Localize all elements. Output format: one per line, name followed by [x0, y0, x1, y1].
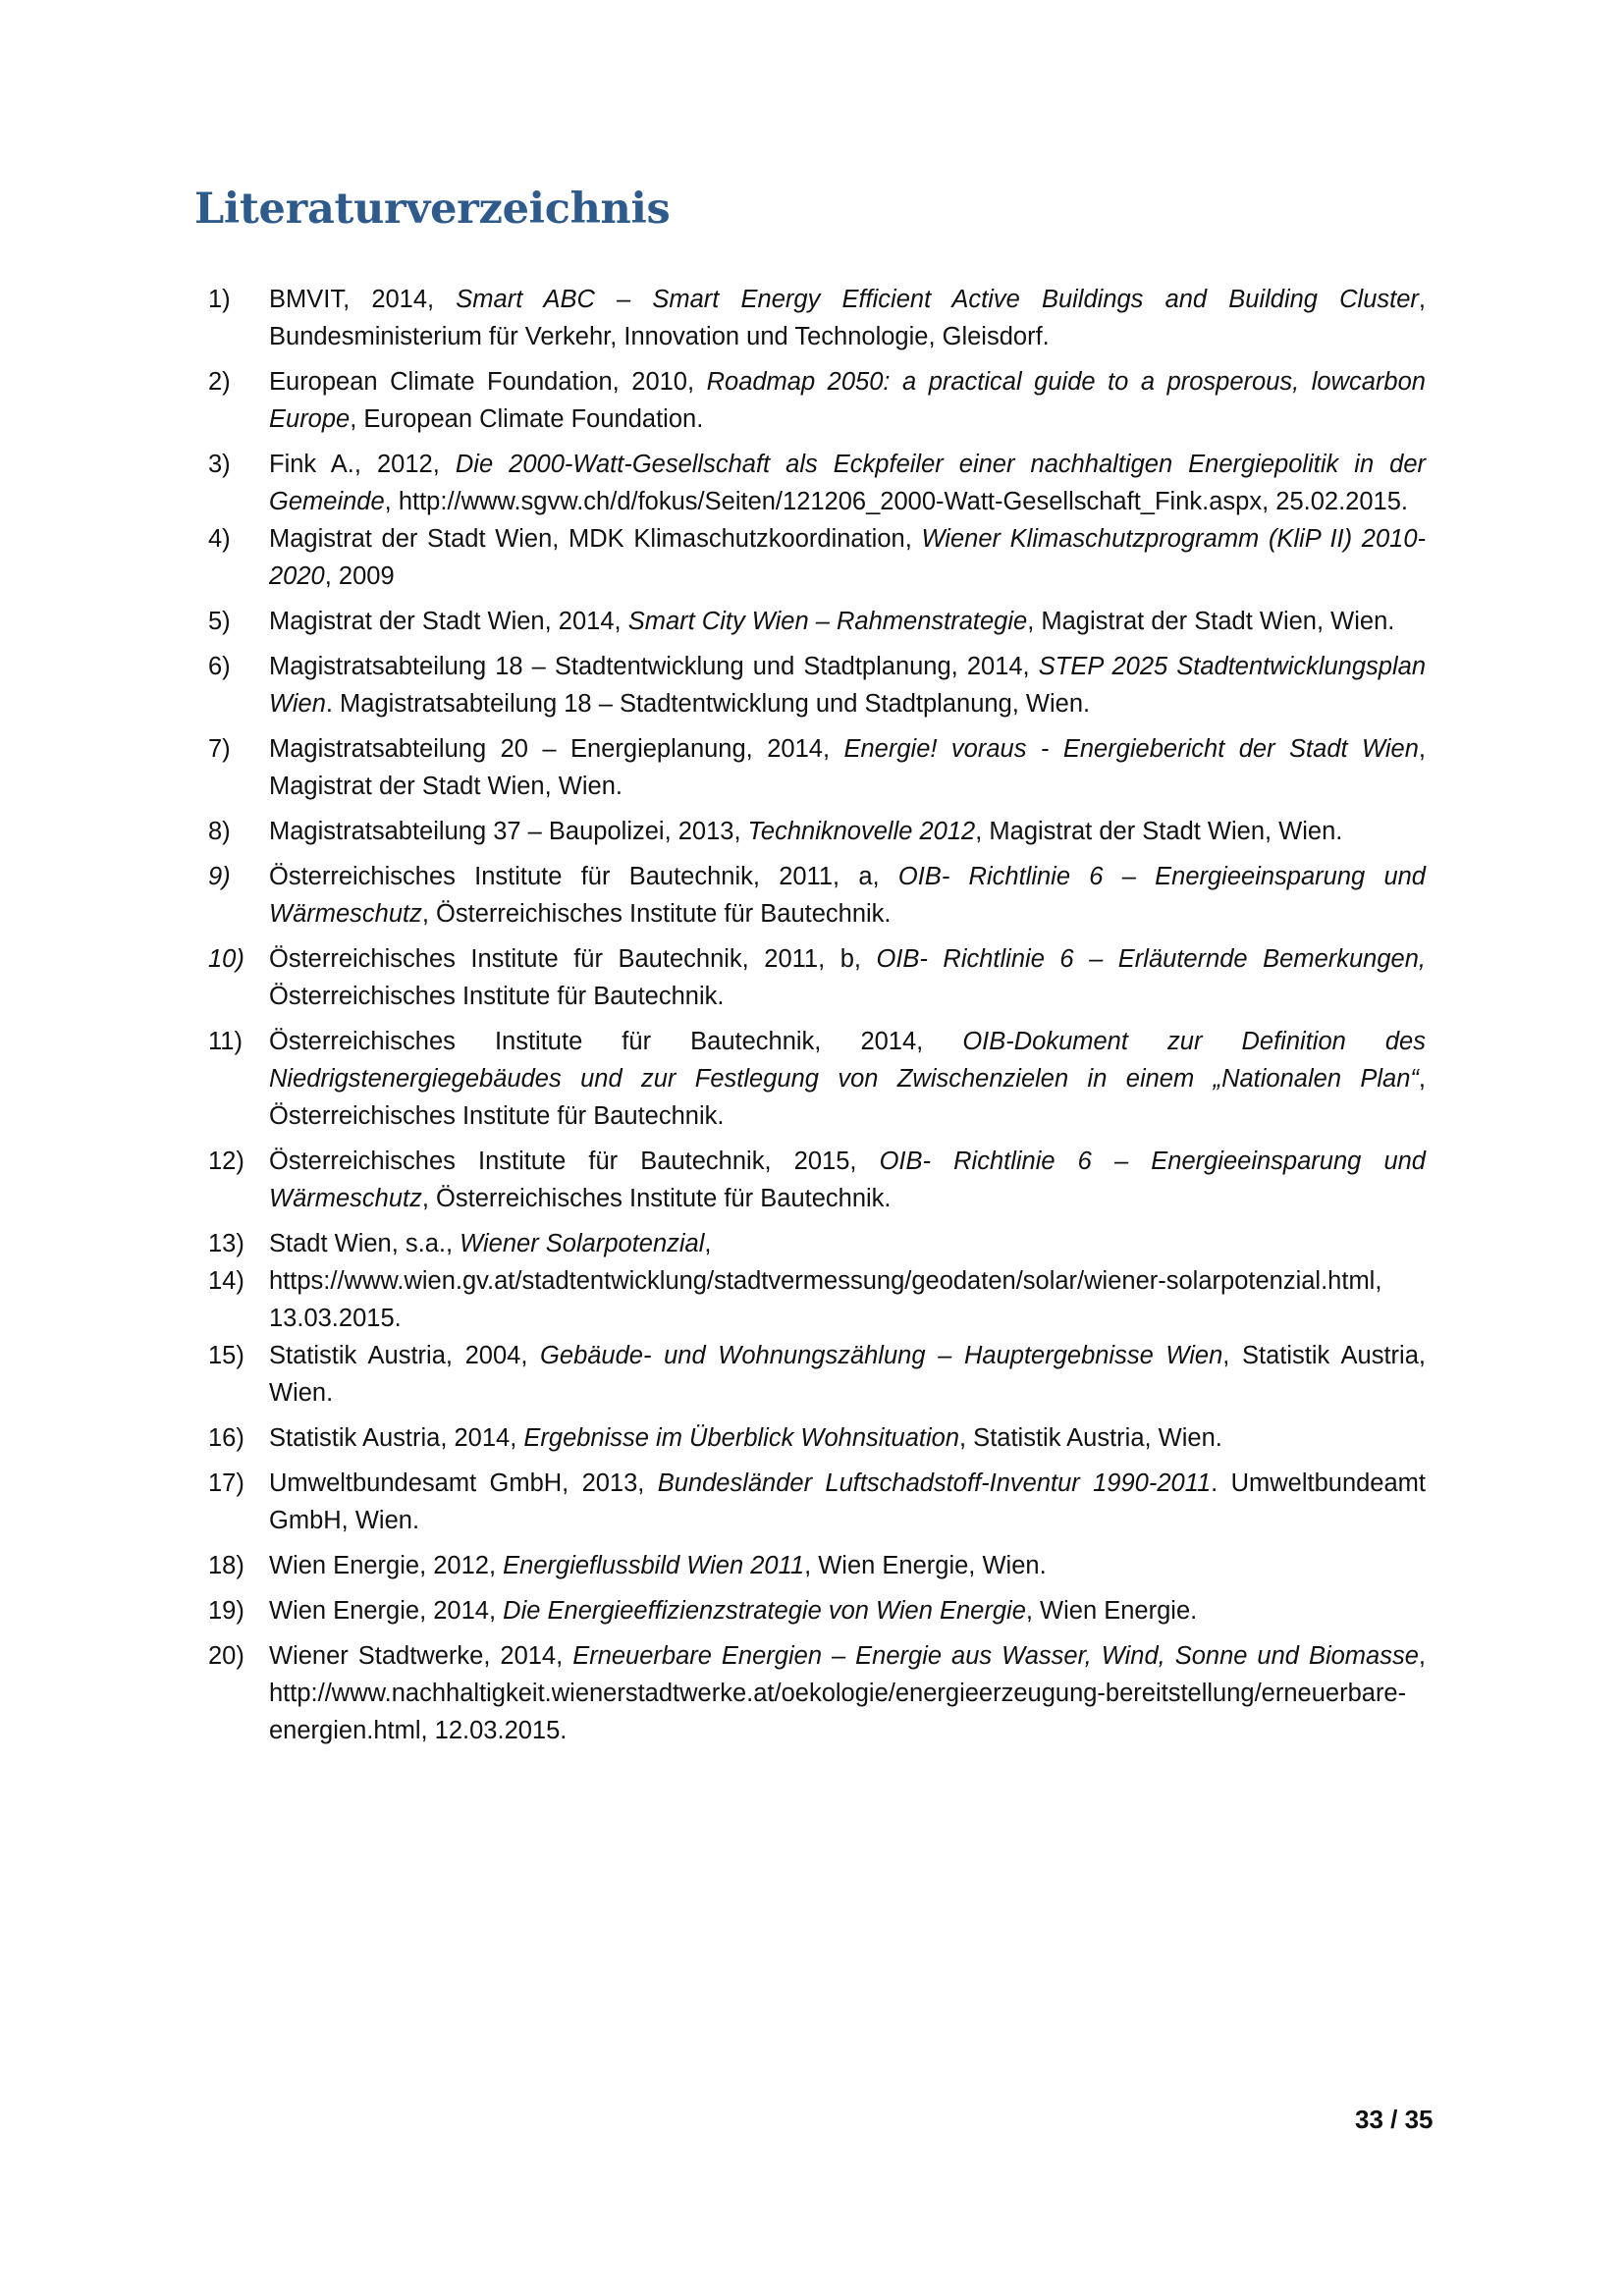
reference-text: Statistik Austria, 2014, Ergebnisse im Überblick Wohnsituation, Statistik Austria, Wien.	[269, 1424, 1222, 1452]
reference-item	[208, 363, 1426, 438]
reference-item	[208, 813, 1426, 850]
reference-item	[208, 1337, 1426, 1412]
reference-text: Österreichisches Institute für Bautechnik, 2014, OIB-Dokument zur Definition des Niedrigstenergiegebäudes und zur Festlegung von Zwischenzielen in einem „Nationalen Plan“, Österreichisches Institute für Bautechnik.	[269, 1028, 1426, 1130]
reference-text: Österreichisches Institute für Bautechnik, 2011, a, OIB- Richtlinie 6 – Energieeinsparung und Wärmeschutz, Österreichisches Institute für Bautechnik.	[269, 863, 1426, 928]
reference-number: 6)	[208, 653, 231, 680]
reference-title: Techniknovelle 2012	[747, 818, 976, 845]
reference-item	[208, 648, 1426, 722]
reference-item	[208, 858, 1426, 933]
reference-number: 2)	[208, 368, 231, 396]
reference-item	[208, 1637, 1426, 1749]
reference-number: 9)	[208, 863, 231, 890]
reference-text: Statistik Austria, 2004, Gebäude- und Wohnungszählung – Hauptergebnisse Wien, Statistik Austria, Wien.	[269, 1342, 1426, 1407]
reference-item	[208, 603, 1426, 640]
reference-text: Magistrat der Stadt Wien, MDK Klimaschutzkoordination, Wiener Klimaschutzprogramm (KliP II) 2010-2020, 2009	[269, 525, 1426, 590]
reference-title: Smart ABC – Smart Energy Efficient Active Buildings and Building Cluster	[456, 286, 1419, 313]
reference-item	[208, 1262, 1426, 1337]
reference-title: OIB- Richtlinie 6 – Erläuternde Bemerkungen,	[876, 945, 1426, 973]
reference-number: 15)	[208, 1342, 244, 1369]
reference-text: Österreichisches Institute für Bautechnik, 2011, b, OIB- Richtlinie 6 – Erläuternde Bemerkungen, Österreichisches Institute für Bautechnik.	[269, 945, 1426, 1010]
reference-number: 20)	[208, 1642, 244, 1670]
reference-title: STEP 2025 Stadtentwicklungsplan Wien	[269, 653, 1427, 718]
reference-item	[208, 1143, 1426, 1217]
reference-text: European Climate Foundation, 2010, Roadmap 2050: a practical guide to a prosperous, lowcarbon Europe, European Climate Foundation.	[269, 368, 1426, 433]
reference-title: Gebäude- und Wohnungszählung – Hauptergebnisse Wien	[540, 1342, 1223, 1369]
reference-text: Wien Energie, 2014, Die Energieeffizienzstrategie von Wien Energie, Wien Energie.	[269, 1597, 1198, 1625]
reference-list	[208, 281, 1426, 1757]
reference-text: Österreichisches Institute für Bautechnik, 2015, OIB- Richtlinie 6 – Energieeinsparung und Wärmeschutz, Österreichisches Institute für Bautechnik.	[269, 1148, 1426, 1212]
reference-number: 18)	[208, 1552, 244, 1579]
reference-title: Die Energieeffizienzstrategie von Wien Energie	[503, 1597, 1026, 1625]
reference-number: 8)	[208, 818, 231, 845]
reference-item	[208, 940, 1426, 1015]
reference-title: Wiener Klimaschutzprogramm (KliP II) 2010-2020	[269, 525, 1426, 590]
reference-number: 10)	[208, 945, 244, 973]
reference-title: Energieflussbild Wien 2011	[503, 1552, 805, 1579]
reference-url: https://www.wien.gv.at/stadtentwicklung/stadtvermessung/geodaten/solar/wiener-solarpotenzial.html, 13.03.2015.	[269, 1267, 1382, 1332]
reference-item	[208, 1592, 1426, 1629]
reference-text	[269, 1262, 1426, 1337]
reference-text: Magistratsabteilung 20 – Energieplanung, 2014, Energie! voraus - Energiebericht der Stadt Wien, Magistrat der Stadt Wien, Wien.	[269, 735, 1427, 800]
reference-title: Die 2000-Watt-Gesellschaft als Eckpfeiler einer nachhaltigen Energiepolitik in der Gemeinde	[269, 451, 1427, 515]
reference-title: Erneuerbare Energien – Energie aus Wasser, Wind, Sonne und Biomasse	[572, 1642, 1419, 1670]
reference-text: Magistratsabteilung 18 – Stadtentwicklung und Stadtplanung, 2014, STEP 2025 Stadtentwicklungsplan Wien. Magistratsabteilung 18 – Stadtentwicklung und Stadtplanung, Wien.	[269, 653, 1427, 718]
reference-text: Umweltbundesamt GmbH, 2013, Bundesländer Luftschadstoff-Inventur 1990-2011. Umweltbundeamt GmbH, Wien.	[269, 1469, 1426, 1534]
reference-title: Bundesländer Luftschadstoff-Inventur 1990-2011	[657, 1469, 1212, 1497]
reference-item	[208, 1419, 1426, 1457]
reference-number: 3)	[208, 451, 231, 478]
reference-item	[208, 520, 1426, 595]
reference-number: 12)	[208, 1148, 244, 1175]
reference-number: 5)	[208, 608, 231, 635]
reference-text: Magistratsabteilung 37 – Baupolizei, 2013, Techniknovelle 2012, Magistrat der Stadt Wien, Wien.	[269, 818, 1343, 845]
reference-number: 17)	[208, 1469, 244, 1497]
reference-item	[208, 1465, 1426, 1539]
reference-text: BMVIT, 2014, Smart ABC – Smart Energy Efficient Active Buildings and Building Cluster, Bundesministerium für Verkehr, Innovation und Technologie, Gleisdorf.	[269, 286, 1426, 350]
reference-item	[208, 1547, 1426, 1584]
reference-text: Wiener Stadtwerke, 2014, Erneuerbare Energien – Energie aus Wasser, Wind, Sonne und Biomasse, http://www.nachhaltigkeit.wienerstadtwerke.at/oekologie/energieerzeugung-bereitstellung/erneuerbare-energien.html, 12.03.2015.	[269, 1642, 1427, 1744]
reference-number: 1)	[208, 286, 231, 313]
reference-title: Energie! voraus - Energiebericht der Stadt Wien	[843, 735, 1419, 763]
reference-item	[208, 730, 1426, 805]
reference-number: 4)	[208, 525, 231, 553]
reference-item	[208, 1225, 1426, 1262]
reference-number: 11)	[208, 1028, 243, 1055]
reference-title: Roadmap 2050: a practical guide to a prosperous, lowcarbon Europe	[269, 368, 1426, 433]
reference-number: 7)	[208, 735, 231, 763]
page-number: 33 / 35	[1355, 2105, 1434, 2134]
reference-number: 14)	[208, 1267, 244, 1295]
reference-title: Wiener Solarpotenzial	[460, 1230, 705, 1257]
reference-number: 19)	[208, 1597, 244, 1625]
reference-item	[208, 281, 1426, 355]
reference-text: Fink A., 2012, Die 2000-Watt-Gesellschaft als Eckpfeiler einer nachhaltigen Energiepolitik in der Gemeinde, http://www.sgvw.ch/d/fokus/Seiten/121206_2000-Watt-Gesellschaft_Fink.aspx, 25.02.2015.	[269, 451, 1427, 515]
page-title: Literaturverzeichnis	[194, 185, 671, 234]
reference-number: 16)	[208, 1424, 244, 1452]
reference-title: Smart City Wien – Rahmenstrategie	[627, 608, 1028, 635]
reference-item	[208, 1023, 1426, 1135]
reference-title: OIB-Dokument zur Definition des Niedrigstenergiegebäudes und zur Festlegung von Zwischenzielen in einem „Nationalen Plan“	[269, 1028, 1426, 1093]
reference-text: Wien Energie, 2012, Energieflussbild Wien 2011, Wien Energie, Wien.	[269, 1552, 1047, 1579]
reference-title: Ergebnisse im Überblick Wohnsituation	[523, 1424, 960, 1452]
reference-title: OIB- Richtlinie 6 – Energieeinsparung und Wärmeschutz	[269, 863, 1426, 928]
reference-text: Stadt Wien, s.a., Wiener Solarpotenzial,	[269, 1230, 712, 1257]
reference-text: Magistrat der Stadt Wien, 2014, Smart City Wien – Rahmenstrategie, Magistrat der Stadt Wien, Wien.	[269, 608, 1395, 635]
reference-number: 13)	[208, 1230, 244, 1257]
reference-item	[208, 446, 1426, 520]
reference-title: OIB- Richtlinie 6 – Energieeinsparung und Wärmeschutz	[269, 1148, 1426, 1212]
